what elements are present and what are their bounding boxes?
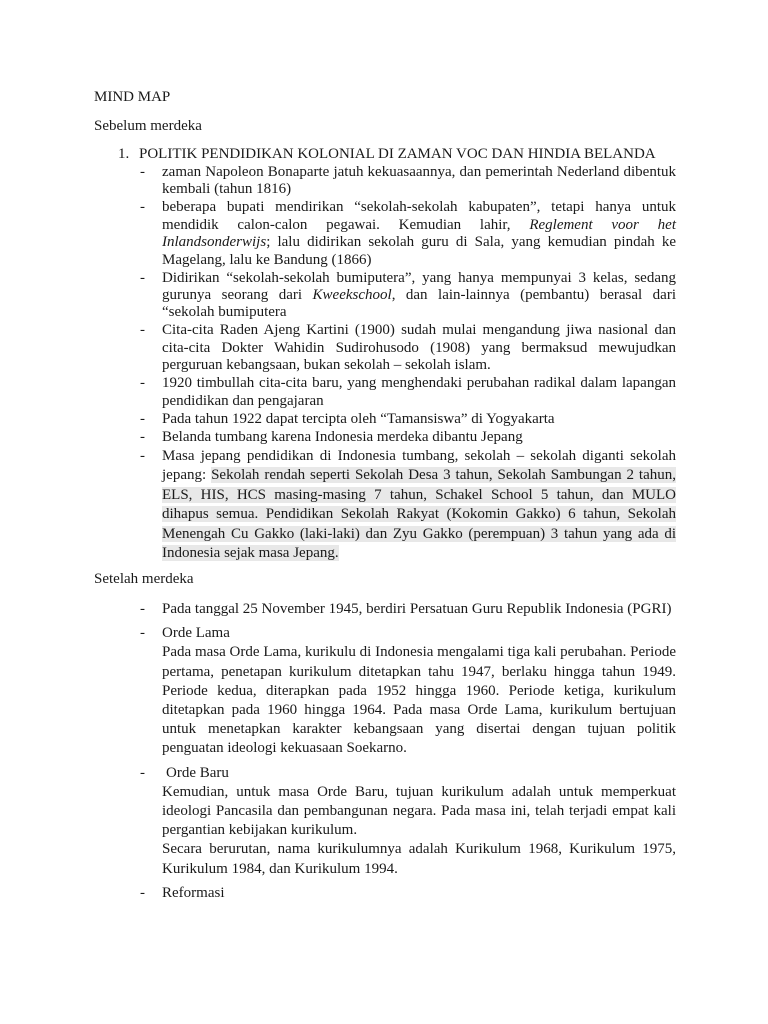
dash-marker: - [140, 625, 145, 642]
subheading-reformasi: Reformasi [162, 884, 225, 901]
dash-marker: - [140, 764, 145, 781]
list-number: 1. [118, 146, 130, 162]
list-item [94, 322, 676, 374]
dash-marker: - [140, 269, 145, 286]
section-label-setelah-merdeka: Setelah merdeka [94, 571, 194, 587]
list-item [94, 375, 676, 410]
subheading-orde-lama: Orde Lama [162, 625, 230, 642]
subheading-orde-baru: Orde Baru [166, 764, 229, 781]
list-item [94, 411, 676, 428]
bullet-text: Cita-cita Raden Ajeng Kartini (1900) sudah mulai mengandung jiwa nasional dan cita-cita Dokter Wahidin Sudirohusodo (1908) yang bermaksud mewujudkan perguruan kebangsaan, bukan sekolah – sekolah islam. [162, 322, 676, 374]
list-item [94, 164, 676, 199]
highlighted-text: Sekolah rendah seperti Sekolah Desa 3 tahun, Sekolah Sambungan 2 tahun, ELS, HIS, HCS masing-masing 7 tahun, Schakel School 5 tahun, dan MULO dihapus semua. Pendidikan Sekolah Rakyat (Kokomin Gakko) 6 tahun, Sekolah Menengah Cu Gakko (laki-laki) dan Zyu Gakko (perempuan) 3 tahun yang ada di Indonesia sejak masa Jepang. [162, 467, 676, 562]
list-item-reformasi [94, 884, 676, 903]
numbered-heading [94, 145, 676, 164]
list-item [94, 447, 676, 564]
bullet-text: Belanda tumbang karena Indonesia merdeka dibantu Jepang [162, 428, 523, 445]
paragraph-orde-lama: Pada masa Orde Lama, kurikulu di Indonesia mengalami tiga kali perubahan. Periode pertama, penetapan kurikulum ditetapkan tahu 1947, berlaku hingga tahun 1949. Periode kedua, diterapkan pada 1952 hingga 1960. Periode ketiga, kurikulum ditetapkan pada 1960 hingga 1964. Pada masa Orde Lama, kurikulum bertujuan untuk menetapkan karakter kebangsaan yang disertai dengan tujuan politik penguatan ideologi kekuasaan Soekarno. [162, 644, 676, 757]
dash-marker: - [140, 322, 145, 339]
list-item [94, 199, 676, 269]
bullet-text: beberapa bupati mendirikan “sekolah-sekolah kabupaten”, tetapi hanya untuk mendidik calon-calon pegawai. Kemudian lahir, [162, 199, 676, 233]
dash-marker: - [140, 375, 145, 392]
post-independence-list [94, 600, 676, 903]
bullet-text: Pada tanggal 25 November 1945, berdiri Persatuan Guru Republik Indonesia (PGRI) [162, 601, 672, 617]
dash-marker: - [140, 410, 145, 427]
bullet-text: , dan lain-lainnya (pembantu) berasal dari “sekolah bumiputera [162, 287, 677, 321]
bullet-text: Didirikan “sekolah-sekolah bumiputera”, yang hanya mempunyai 3 kelas, sedang gurunya seorang dari [162, 269, 676, 304]
dash-marker: - [140, 428, 145, 445]
bullet-text: Pada tahun 1922 dapat tercipta oleh “Tamansiswa” di Yogyakarta [162, 410, 555, 427]
list-item [94, 600, 676, 619]
dash-marker: - [140, 164, 145, 180]
colonial-bullet-list [94, 164, 676, 564]
italic-term: Kweekschool [312, 287, 392, 304]
section-heading: POLITIK PENDIDIKAN KOLONIAL DI ZAMAN VOC DAN HINDIA BELANDA [139, 146, 656, 162]
list-item [94, 429, 676, 446]
italic-term: Reglement voor het Inlandsonderwijs [162, 216, 676, 251]
list-item-orde-lama [94, 624, 676, 758]
paragraph-orde-baru-1: Kemudian, untuk masa Orde Baru, tujuan kurikulum adalah untuk memperkuat ideologi Pancasila dan pembangunan negara. Pada masa ini, telah terjadi empat kali pergantian kebijakan kurikulum. [162, 783, 676, 839]
paragraph-orde-baru-2: Secara berurutan, nama kurikulumnya adalah Kurikulum 1968, Kurikulum 1975, Kurikulum 1984, dan Kurikulum 1994. [162, 841, 676, 877]
list-item-orde-baru [94, 764, 676, 879]
document-title: MIND MAP [94, 89, 171, 105]
section-setelah-merdeka [94, 600, 676, 908]
dash-marker: - [140, 884, 145, 901]
bullet-text: Masa jepang pendidikan di Indonesia tumbang, sekolah – sekolah diganti sekolah jepang: [162, 447, 676, 484]
list-item [94, 270, 676, 322]
section-politik-pendidikan [94, 145, 676, 564]
dash-marker: - [140, 199, 145, 216]
bullet-text: ; lalu didirikan sekolah guru di Sala, yang kemudian pindah ke Magelang, lalu ke Bandung (1866) [162, 234, 676, 268]
dash-marker: - [140, 447, 145, 464]
bullet-text: zaman Napoleon Bonaparte jatuh kekuasaannya, dan pemerintah Nederland dibentuk kembali (tahun 1816) [162, 164, 676, 198]
bullet-text: 1920 timbullah cita-cita baru, yang menghendaki perubahan radikal dalam lapangan pendidikan dan pengajaran [162, 375, 676, 409]
dash-marker: - [140, 601, 145, 617]
section-label-sebelum-merdeka: Sebelum merdeka [94, 118, 202, 134]
